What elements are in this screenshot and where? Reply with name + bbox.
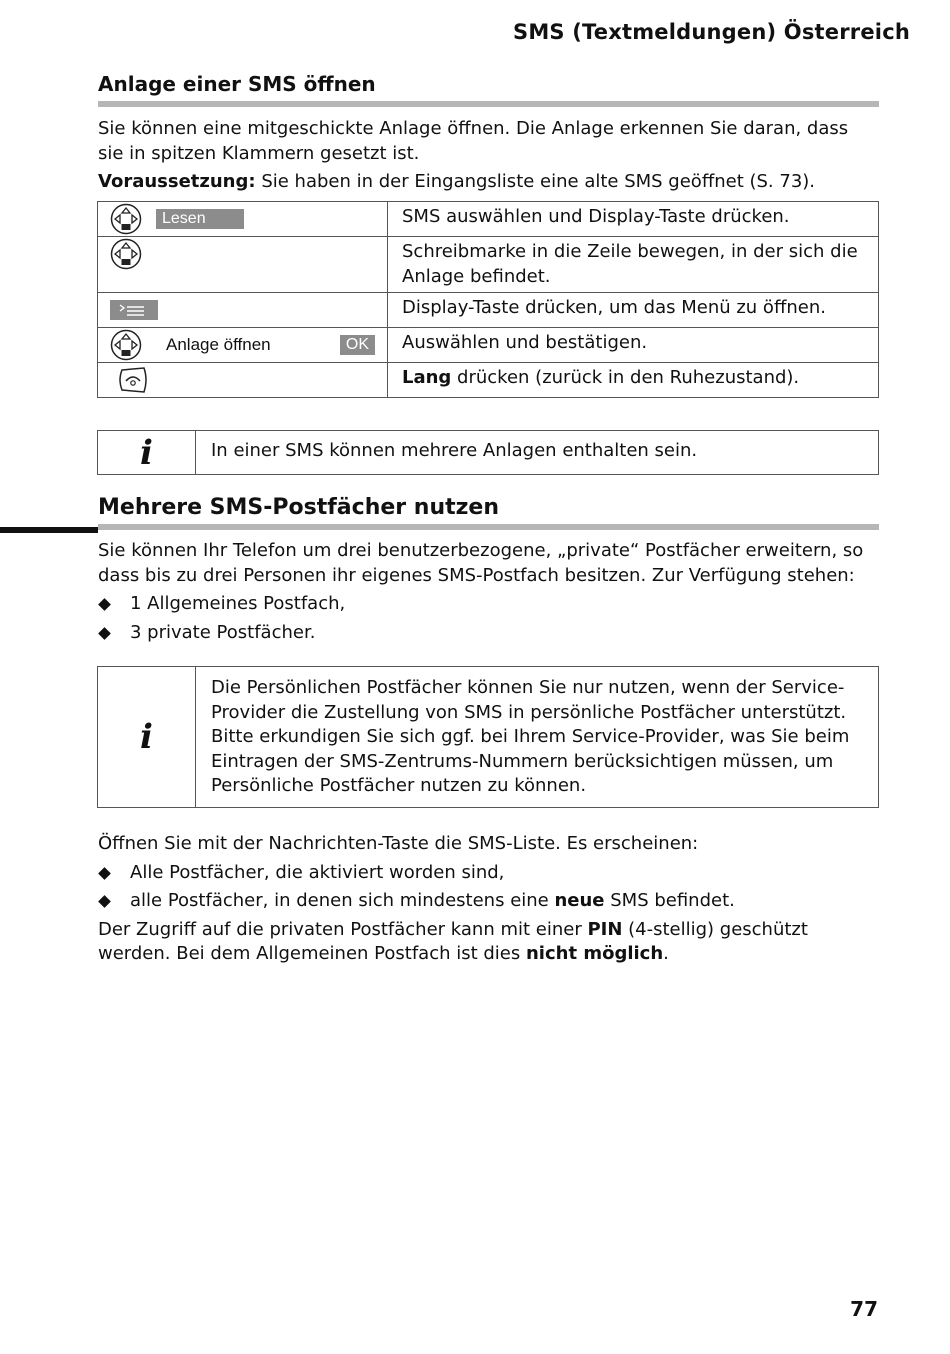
- control-cell: [98, 202, 388, 237]
- list-item: [98, 889, 879, 914]
- step-description: Display-Taste drücken, um das Menü zu öffnen.: [388, 293, 879, 328]
- info-box: [97, 666, 879, 808]
- section-marker-bar: [0, 527, 98, 533]
- list-item-text: SMS befindet.: [604, 890, 735, 911]
- paragraph: [98, 918, 879, 967]
- running-header: SMS (Textmeldungen) Österreich: [513, 20, 910, 44]
- section-heading: Mehrere SMS-Postfächer nutzen: [98, 495, 500, 520]
- softkey-lesen: Lesen: [156, 209, 244, 229]
- info-icon: i: [98, 667, 196, 807]
- info-icon: i: [98, 431, 196, 474]
- list-item-text: 1 Allgemeines Postfach,: [130, 593, 346, 614]
- table-row: [98, 363, 879, 398]
- info-box: [97, 430, 879, 475]
- paragraph-bold: PIN: [587, 918, 623, 940]
- prerequisite-label: Voraussetzung:: [98, 171, 256, 192]
- heading-rule: [98, 101, 879, 107]
- diamond-bullet-icon: [98, 627, 111, 640]
- table-row: [98, 328, 879, 363]
- list-item-bold: neue: [554, 890, 605, 911]
- info-text: In einer SMS können mehrere Anlagen enthalten sein.: [211, 440, 698, 461]
- section-mehrere-postfaecher: [98, 495, 879, 649]
- intro-paragraph: Sie können Ihr Telefon um drei benutzerbezogene, „private“ Postfächer erweitern, so dass bis zu drei Personen ihr eigenes SMS-Postfach besitzen. Zur Verfügung stehen:: [98, 540, 864, 586]
- step-description: [388, 363, 879, 398]
- bullet-list: [98, 592, 879, 645]
- control-cell: [98, 293, 388, 328]
- info-text: Die Persönlichen Postfächer können Sie nur nutzen, wenn der Service-Provider die Zustellung von SMS in persönliche Postfächer unterstützt. Bitte erkundigen Sie sich ggf. bei Ihrem Service-Provider, was Sie beim Eintragen der SMS-Zentrums-Nummern berücksichtigen müssen, um Persönliche Postfächer nutzen zu können.: [211, 677, 850, 796]
- list-item-text: alle Postfächer, in denen sich mindestens eine: [130, 890, 555, 911]
- intro-paragraph: Sie können eine mitgeschickte Anlage öffnen. Die Anlage erkennen Sie daran, dass sie in spitzen Klammern gesetzt ist.: [98, 118, 849, 164]
- table-row: [98, 237, 879, 293]
- list-item: [98, 621, 879, 646]
- heading-rule: [98, 524, 879, 530]
- section-list-info: [98, 832, 879, 967]
- diamond-bullet-icon: [98, 895, 111, 908]
- table-row: [98, 202, 879, 237]
- diamond-bullet-icon: [98, 867, 111, 880]
- step-text: drücken (zurück in den Ruhezustand).: [451, 367, 800, 388]
- section-heading: Anlage einer SMS öffnen: [98, 72, 376, 96]
- paragraph-bold: nicht möglich: [525, 943, 664, 964]
- navigation-key-icon: [110, 238, 142, 270]
- softkey-ok: OK: [340, 335, 375, 355]
- prerequisite-text: Sie haben in der Eingangsliste eine alte SMS geöffnet (S. 73).: [255, 171, 816, 192]
- step-description: Schreibmarke in die Zeile bewegen, in der sich die Anlage befindet.: [388, 237, 879, 293]
- steps-table: [97, 201, 879, 398]
- list-item-text: 3 private Postfächer.: [130, 621, 316, 643]
- paragraph: Öffnen Sie mit der Nachrichten-Taste die SMS-Liste. Es erscheinen:: [98, 833, 699, 854]
- navigation-key-icon: [110, 203, 142, 235]
- step-description: Auswählen und bestätigen.: [388, 328, 879, 363]
- list-item: [98, 592, 879, 617]
- diamond-bullet-icon: [98, 598, 111, 611]
- paragraph-text: Der Zugriff auf die privaten Postfächer kann mit einer: [98, 918, 588, 940]
- steps-table-wrap: [97, 201, 879, 398]
- menu-item-anlage-oeffnen: Anlage öffnen: [166, 334, 271, 354]
- step-description: SMS auswählen und Display-Taste drücken.: [388, 202, 879, 237]
- table-row: [98, 293, 879, 328]
- step-bold-word: Lang: [402, 367, 452, 388]
- list-item: [98, 861, 879, 886]
- paragraph-text: (4-stellig) geschützt werden. Bei dem Allgemeinen Postfach ist dies: [98, 918, 808, 964]
- menu-softkey-icon: [110, 300, 158, 320]
- bullet-list: [98, 861, 879, 914]
- end-call-key-icon: [116, 366, 150, 394]
- section-anlage-oeffnen: [98, 72, 879, 195]
- prerequisite-paragraph: [98, 170, 879, 195]
- control-cell: [98, 328, 388, 363]
- paragraph-text: .: [663, 943, 669, 964]
- list-item-text: Alle Postfächer, die aktiviert worden sind,: [130, 861, 505, 883]
- navigation-key-icon: [110, 329, 142, 361]
- page-number: 77: [850, 1297, 878, 1321]
- control-cell: [98, 237, 388, 293]
- control-cell: [98, 363, 388, 398]
